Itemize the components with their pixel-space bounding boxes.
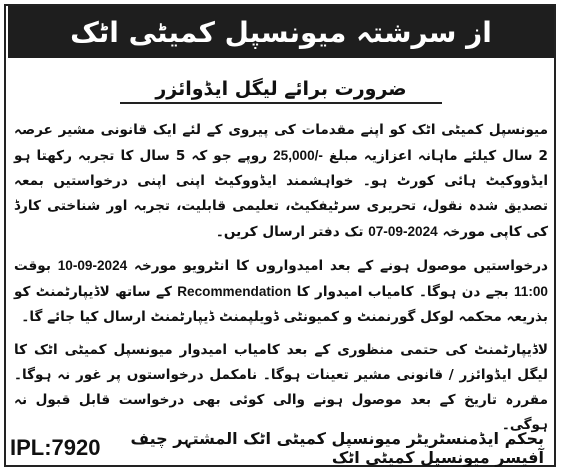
p2-text-1: درخواستیں موصول ہونے کے بعد امیدواروں کا انٹرویو مورخہ xyxy=(127,258,548,274)
p2-date: 10-09-2024 xyxy=(57,258,128,273)
p1-date: 07-09-2024 xyxy=(368,224,438,239)
paragraph-3: لاڈیپارٹمنٹ کی حتمی منظوری کے بعد کامیاب امیدوار میونسپل کمیٹی اٹک کا لیگل ایڈوائزر / قانونی مشیر تعینات ہوگا۔ نامکمل درخواستوں پر غور نہ ہوگا۔ مقررہ تاریخ کے بعد موصول ہونے والی کوئی بھی درخواست قابل قبول نہ ہوگی۔ xyxy=(14,342,548,433)
notice-footer xyxy=(10,431,552,465)
ipl-code: IPL:7920 xyxy=(10,435,101,460)
paragraph-2 xyxy=(14,253,548,330)
p2-text-2: بوقت xyxy=(14,258,58,274)
p2-text-4: کے ساتھ لاڈیپارٹمنٹ کو بذریعہ محکمہ لوکل گورنمنٹ و کمیونٹی ڈویلپمنٹ ڈیپارٹمنٹ ارسال کیا جائے گا۔ xyxy=(14,284,548,325)
p2-text-3: بجے دن ہوگا۔ کامیاب امیدوار کا xyxy=(291,284,514,300)
p1-text-1: میونسپل کمیٹی اٹک کو اپنے مقدمات کی پیروی کے لئے ایک قانونی مشیر عرصہ 2 سال کیلئے ماہانہ اعزازیہ مبلغ xyxy=(14,122,548,164)
header-title: از سرشتہ میونسپل کمیٹی اٹک xyxy=(70,15,492,49)
p1-amount: 25,000/- xyxy=(273,148,323,163)
paragraph-1 xyxy=(14,118,548,245)
header-banner xyxy=(8,6,554,58)
notice-subtitle: ضرورت برائے لیگل ایڈوائزر xyxy=(120,78,442,104)
p2-time: 11:00 xyxy=(513,284,548,299)
p2-recommendation: Recommendation xyxy=(177,284,292,299)
signatory-line: بحکم ایڈمنسٹریٹر میونسپل کمیٹی اٹک المشتہر چیف آفیسر میونسپل کمیٹی اٹک xyxy=(130,429,544,467)
p1-text-3: تک دفتر ارسال کریں۔ xyxy=(215,224,369,240)
p1-text-2: روپے جو کہ 5 سال کا تجربہ رکھتا ہو ایڈووکیٹ ہائی کورٹ ہو۔ خواہشمند ایڈووکیٹ اپنی اپنی درخواستیں بمعہ تصدیق شدہ نقول، تحریری سرٹیفکیٹ، تعلیمی قابلیت، تجربہ اور شناختی کارڈ کی کاپی مورخہ xyxy=(14,148,548,240)
notice-body xyxy=(14,118,548,446)
